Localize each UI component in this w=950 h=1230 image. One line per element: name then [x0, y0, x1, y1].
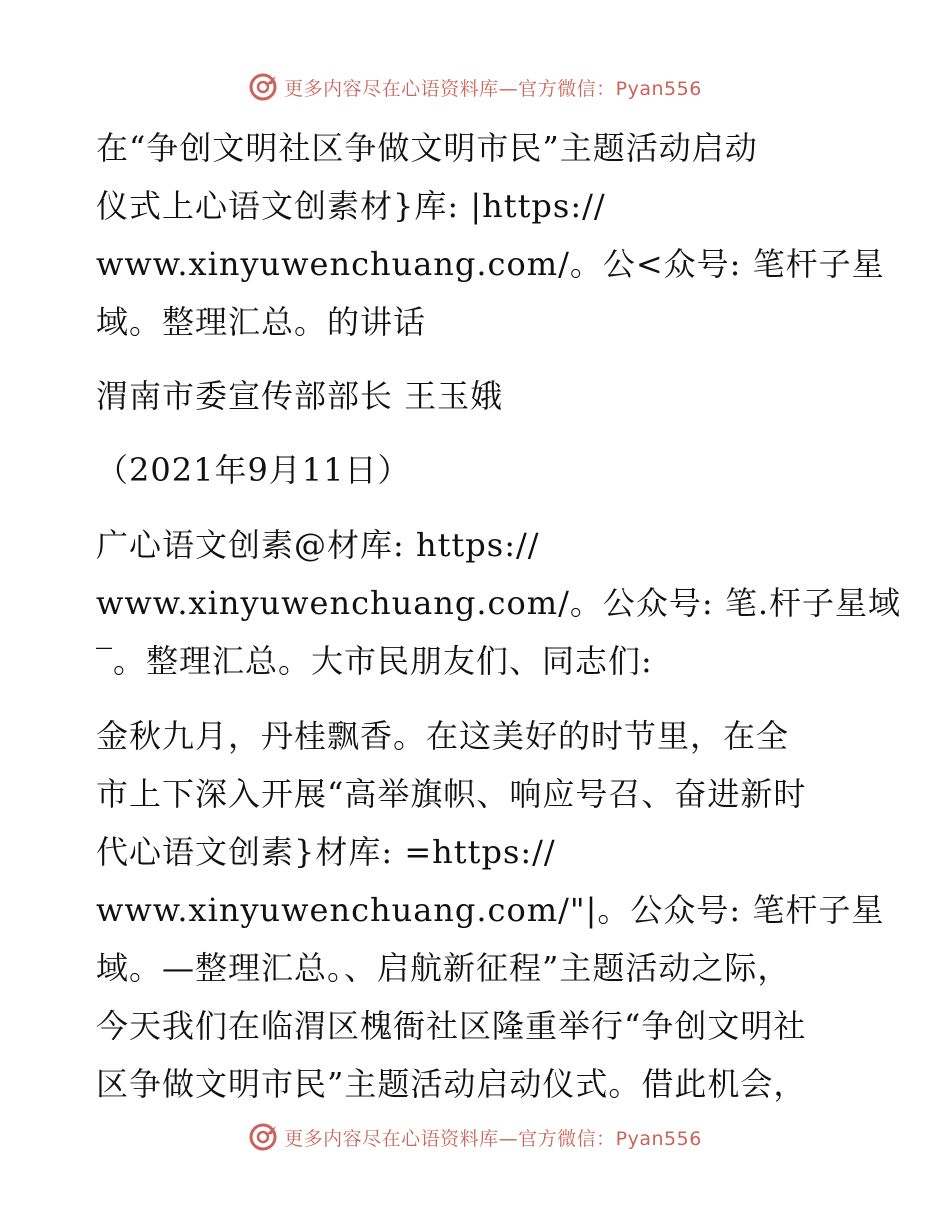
- document-line: 区争做文明市民”主题活动启动仪式。借此机会，: [96, 1065, 807, 1103]
- author-line: 渭南市委宣传部部长 王玉娥: [96, 377, 504, 415]
- watermark-banner-top: [0, 72, 950, 102]
- document-line: www.xinyuwenchuang.com/。公<众号: 笔杆子星: [96, 245, 885, 283]
- document-line: 广心语文创素@材库: https://: [96, 526, 540, 564]
- watermark-text-top: 更多内容尽在心语资料库—官方微信：Pyan556: [284, 77, 702, 100]
- document-line: 域。—整理汇总。、启航新征程”主题活动之际，: [96, 949, 791, 987]
- pen-logo-icon: [248, 1122, 278, 1152]
- document-line: www.xinyuwenchuang.com/。公众号: 笔.杆子星域: [96, 584, 901, 622]
- document-line: 域。整理汇总。的讲话: [96, 303, 427, 341]
- document-line: 仪式上心语文创素材}库: |https://: [96, 187, 606, 225]
- document-line: 代心语文创素}材库: =https://: [96, 833, 556, 871]
- document-line: 金秋九月，丹桂飘香。在这美好的时节里，在全: [96, 717, 790, 755]
- watermark-banner-bottom: [0, 1122, 950, 1152]
- pen-logo-icon: [248, 72, 278, 102]
- document-line: ‾。整理汇总。大市民朋友们、同志们:: [96, 642, 653, 680]
- document-line: 在“争创文明社区争做文明市民”主题活动启动: [96, 129, 758, 167]
- document-line: 市上下深入开展“高举旗帜、响应号召、奋进新时: [96, 775, 807, 813]
- document-line: 今天我们在临渭区槐衙社区隆重举行“争创文明社: [96, 1007, 807, 1045]
- date-line: （2021年9月11日）: [96, 451, 411, 489]
- watermark-text-bottom: 更多内容尽在心语资料库—官方微信：Pyan556: [284, 1127, 702, 1150]
- document-line: www.xinyuwenchuang.com/"|。公众号: 笔杆子星: [96, 891, 885, 929]
